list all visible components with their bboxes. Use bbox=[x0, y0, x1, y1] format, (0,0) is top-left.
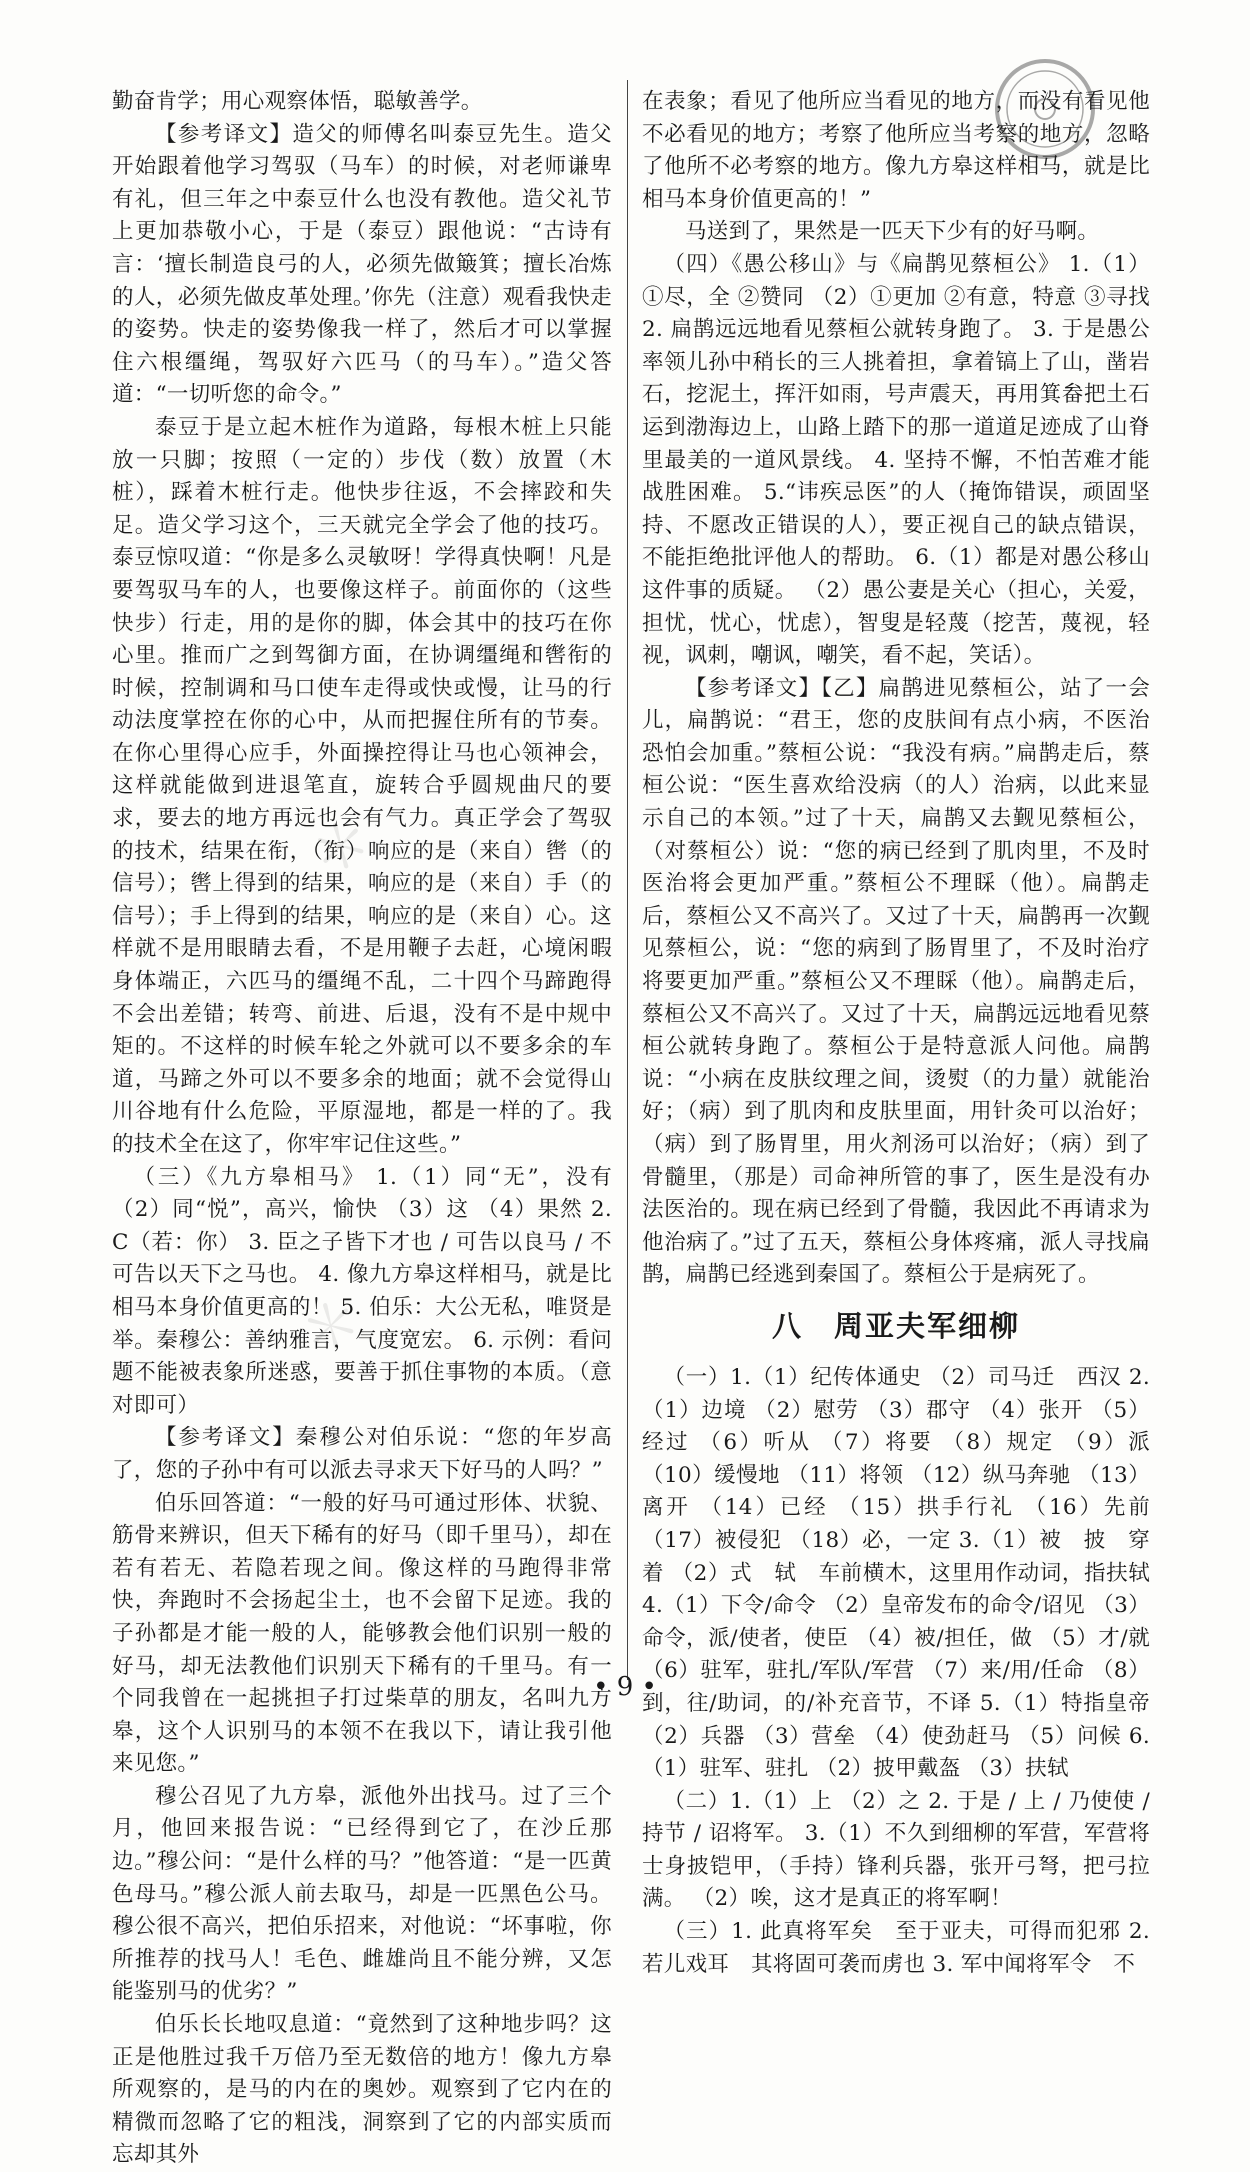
translation-paragraph: 泰豆于是立起木桩作为道路，每根木桩上只能放一只脚；按照（一定的）步伐（数）放置（木桩），踩着木桩行走。他快步往返，不会摔跤和失足。造父学习这个，三天就完全学会了他的技巧。泰豆惊叹道：“你是多么灵敏呀！学得真快啊！凡是要驾驭马车的人，也要像这样子。前面你的（这些快步）行走，用的是你的脚，体会其中的技巧在你心里。推而广之到驾御方面，在协调缰绳和辔衔的时候，控制调和马口使车走得或快或慢，让马的行动法度掌控在你的心中，从而把握住所有的节奏。在你心里得心应手，外面操控得让马也心领神会，这样就能做到进退笔直，旋转合乎圆规曲尺的要求，要去的地方再远也会有气力。真正学会了驾驭的技术，结果在衔，（衔）响应的是（来自）辔（的信号）；辔上得到的结果，响应的是（来自）手（的信号）；手上得到的结果，响应的是（来自）心。这样就不是用眼睛去看，不是用鞭子去赶，心境闲暇身体端正，六匹马的缰绳不乱，二十四个马蹄跑得不会出差错；转弯、前进、后退，没有不是中规中矩的。不这样的时候车轮之外就可以不要多余的车道，马蹄之外可以不要多余的地面；就不会觉得山川谷地有什么危险，平原湿地，都是一样的了。我的技术全在这了，你牢牢记住这些。” bbox=[112, 414, 612, 1157]
translation-paragraph: 【参考译文】【乙】扁鹊进见蔡桓公，站了一会儿，扁鹊说：“君王，您的皮肤间有点小病，不医治恐怕会加重。”蔡桓公说：“我没有病。”扁鹊走后，蔡桓公说：“医生喜欢给没病（的人）治病，以此来显示自己的本领。”过了十天，扁鹊又去觐见蔡桓公，（对蔡桓公）说：“您的病已经到了肌肉里，不及时医治将会更加严重。”蔡桓公不理睬（他）。扁鹊走后，蔡桓公又不高兴了。又过了十天，扁鹊再一次觐见蔡桓公，说：“您的病到了肠胃里了，不及时治疗将要更加严重。”蔡桓公又不理睬（他）。扁鹊走后，蔡桓公又不高兴了。又过了十天，扁鹊远远地看见蔡桓公就转身跑了。蔡桓公于是特意派人问他。扁鹊说：“小病在皮肤纹理之间，烫熨（的力量）就能治好；（病）到了肌肉和皮肤里面，用针灸可以治好；（病）到了肠胃里，用火剂汤可以治好；（病）到了骨髓里，（那是）司命神所管的事了，医生是没有办法医治的。现在病已经到了骨髓，我因此不再请求为他治病了。”过了五天，蔡桓公身体疼痛，派人寻找扁鹊，扁鹊已经逃到秦国了。蔡桓公于是病死了。 bbox=[642, 675, 1150, 1288]
translation-paragraph: 【参考译文】造父的师傅名叫泰豆先生。造父开始跟着他学习驾驭（马车）的时候，对老师谦卑有礼，但三年之中泰豆什么也没有教他。造父礼节上更加恭敬小心，于是（泰豆）跟他说：“古诗有言：‘擅长制造良弓的人，必须先做簸箕；擅长冶炼的人，必须先做皮革处理。’你先（注意）观看我快走的姿势。快走的姿势像我一样了，然后才可以掌握住六根缰绳，驾驭好六匹马（的马车）。”造父答道：“一切听您的命令。” bbox=[112, 121, 612, 408]
watermark: ＊ bbox=[293, 1285, 372, 1370]
answer-section: （一）1.（1）纪传体通史 （2）司马迁 西汉 2.（1）边境 （2）慰劳 （3）郡守 （4）张开 （5）经过 （6）听从 （7）将要 （8）规定 （9）派 （10）缓慢地 （11）将领 （12）纵马奔驰 （13）离开 （14）已经 （15）拱手行礼 （16）先前 （17）被侵犯 （18）必，一定 3.（1）被 披 穿着 （2）式 轼 车前横木，这里用作动词，指扶轼 4.（1）下令/命令 （2）皇帝发布的命令/诏见 （3）命令，派/使者，使臣 （4）被/担任，做 （5）才/就 （6）驻军，驻扎/军队/军营 （7）来/用/任命 （8）到，往/助词，的/补充音节，不译 5.（1）特指皇帝 （2）兵器 （3）营垒 （4）使劲赶马 （5）问候 6.（1）驻军、驻扎 （2）披甲戴盔 （3）扶轼 bbox=[642, 1364, 1150, 1782]
answer-section: （三）1. 此真将军矣 至于亚夫，可得而犯邪 2. 若儿戏耳 其将固可袭而虏也 3. 军中闻将军令 不 bbox=[642, 1919, 1150, 1977]
answer-paragraph: 勤奋肯学；用心观察体悟，聪敏善学。 bbox=[112, 89, 483, 114]
answer-section: （三）《九方皋相马》 1.（1）同“无”，没有 （2）同“悦”，高兴，愉快 （3）这 （4）果然 2. C（若：你） 3. 臣之子皆下才也 / 可告以良马 / 不可告以天下之马也。 4. 像九方皋这样相马，就是比相马本身价值更高的！ 5. 伯乐：大公无私，唯贤是举。秦穆公：善纳雅言，气度宽宏。 6. 示例：看问题不能被表象所迷惑，要善于抓住事物的本质。（意对即可） bbox=[112, 1164, 612, 1418]
answer-section: （四）《愚公移山》与《扁鹊见蔡桓公》 1.（1）①尽，全 ②赞同 （2）①更加 ②有意，特意 ③寻找 2. 扁鹊远远地看见蔡桓公就转身跑了。 3. 于是愚公率领儿孙中稍长的三人挑着担，拿着镐上了山，凿岩石，挖泥土，挥汗如雨，号声震天，再用箕畚把土石运到渤海边上，山路上踏下的那一道道足迹成了山脊里最美的一道风景线。 4. 坚持不懈，不怕苦难才能战胜困难。 5.“讳疾忌医”的人（掩饰错误，顽固坚持、不愿改正错误的人），要正视自己的缺点错误，不能拒绝批评他人的帮助。 6.（1）都是对愚公移山这件事的质疑。 （2）愚公妻是关心（担心，关爱，担忧，忧心，忧虑），智叟是轻蔑（挖苦，蔑视，轻视，讽刺，嘲讽，嘲笑，看不起，笑话）。 bbox=[642, 251, 1150, 669]
left-column bbox=[112, 86, 612, 2172]
translation-paragraph: 在表象；看见了他所应当看见的地方，而没有看见他不必看见的地方；考察了他所应当考察的地方，忽略了他所不必考察的地方。像九方皋这样相马，就是比相马本身价值更高的！” bbox=[642, 89, 1150, 212]
translation-paragraph: 【参考译文】秦穆公对伯乐说：“您的年岁高了，您的子孙中有可以派去寻求天下好马的人吗？” bbox=[112, 1425, 612, 1483]
translation-paragraph: 伯乐长长地叹息道：“竟然到了这种地步吗？这正是他胜过我千万倍乃至无数倍的地方！像九方皋所观察的，是马的内在的奥妙。观察到了它内在的精微而忽略了它的粗浅，洞察到了它的内部实质而忘却其外 bbox=[112, 2012, 612, 2168]
column-divider bbox=[627, 80, 628, 1680]
watermark: ＊ bbox=[303, 805, 382, 890]
section-title: 八 周亚夫军细柳 bbox=[771, 1308, 1020, 1343]
answer-section: （二）1.（1）上 （2）之 2. 于是 / 上 / 乃使使 / 持节 / 诏将军。 3.（1）不久到细柳的军营，军营将士身披铠甲，（手持）锋利兵器，张开弓弩，把弓拉满。 （2）唉，这才是真正的将军啊！ bbox=[642, 1788, 1150, 1912]
translation-paragraph: 穆公召见了九方皋，派他外出找马。过了三个月，他回来报告说：“已经得到它了，在沙丘那边。”穆公问：“是什么样的马？”他答道：“是一匹黄色母马。”穆公派人前去取马，却是一匹黑色公马。穆公很不高兴，把伯乐招来，对他说：“坏事啦，你所推荐的找马人！毛色、雌雄尚且不能分辨，又怎能鉴别马的优劣？” bbox=[112, 1783, 612, 2005]
translation-paragraph: 伯乐回答道：“一般的好马可通过形体、状貌、筋骨来辨识，但天下稀有的好马（即千里马），却在若有若无、若隐若现之间。像这样的马跑得非常快，奔跑时不会扬起尘土，也不会留下足迹。我的子孙都是才能一般的人，能够教会他们识别一般的好马，却无法教他们识别天下稀有的千里马。有一个同我曾在一起挑担子打过柴草的朋友，名叫九方皋，这个人识别马的本领不在我以下，请让我引他来见您。” bbox=[112, 1490, 612, 1777]
page-number: • 9 • bbox=[593, 1672, 657, 1702]
translation-paragraph: 马送到了，果然是一匹天下少有的好马啊。 bbox=[685, 219, 1100, 245]
